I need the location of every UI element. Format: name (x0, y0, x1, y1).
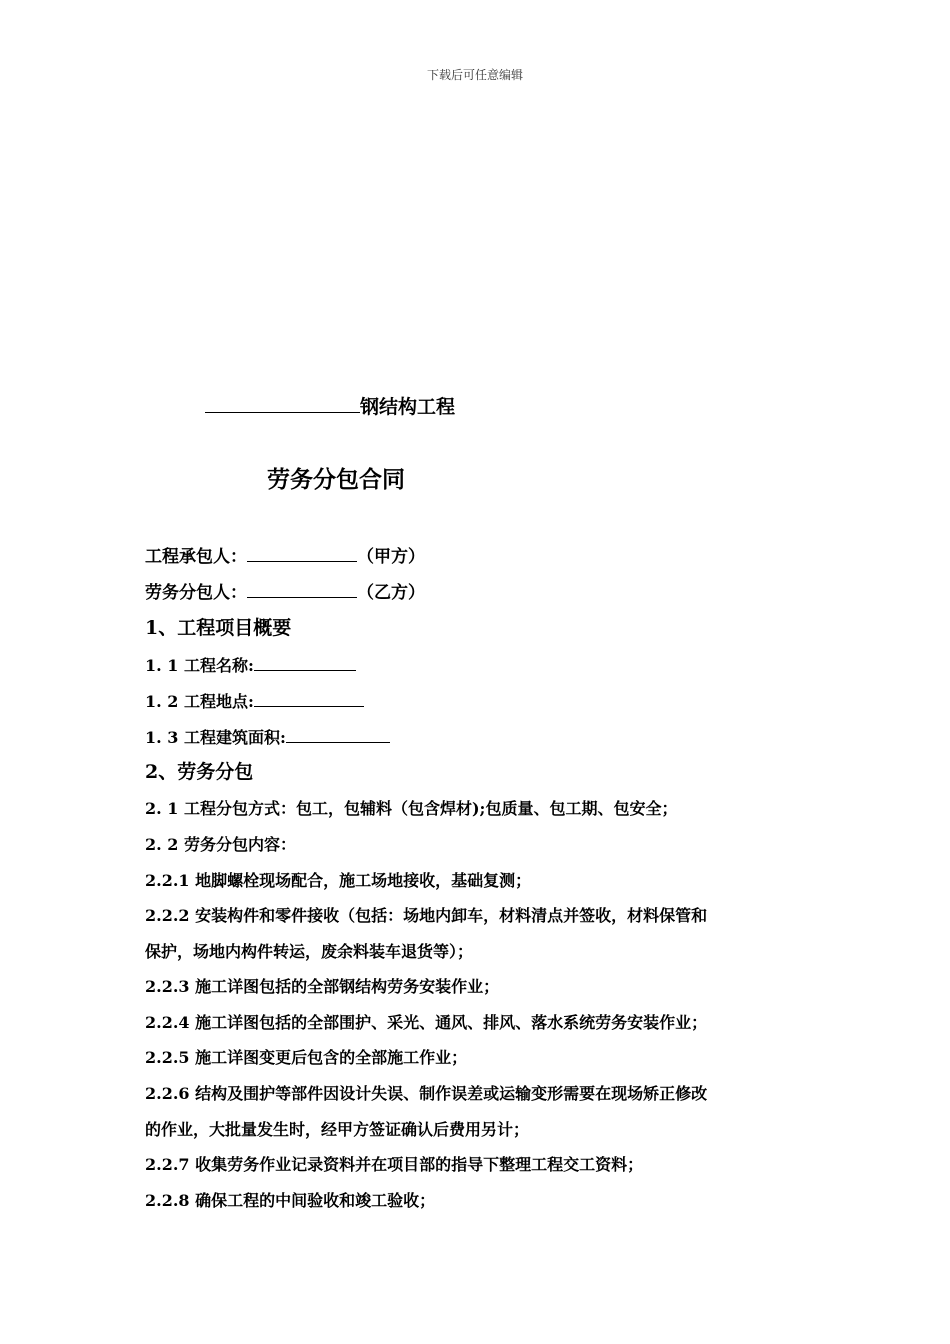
project-title (205, 395, 455, 419)
subcontractor-blank[interactable] (247, 582, 357, 598)
header-note: 下载后可任意编辑 (426, 68, 523, 82)
project-name-line (145, 655, 356, 676)
project-title-suffix: 钢结构工程 (360, 396, 456, 418)
building-area-line (145, 727, 390, 748)
clause-2-2-8: 2.2.8 确保工程的中间验收和竣工验收； (145, 1191, 436, 1210)
contractor-label: 工程承包人： (145, 547, 247, 567)
project-location-label: 1. 2 工程地点: (145, 692, 254, 711)
project-location-line (145, 691, 364, 712)
building-area-field[interactable] (286, 727, 390, 743)
clause-2-2-5: 2.2.5 施工详图变更后包含的全部施工作业； (145, 1048, 468, 1067)
clause-2-2-1: 2.2.1 地脚螺栓现场配合，施工场地接收，基础复测； (145, 871, 532, 890)
contractor-blank[interactable] (247, 546, 357, 562)
contractor-role: （甲方） (357, 547, 425, 567)
subcontractor-role: （乙方） (357, 583, 425, 603)
clause-2-2-3: 2.2.3 施工详图包括的全部钢结构劳务安装作业； (145, 977, 500, 996)
contract-title: 劳务分包合同 (267, 466, 405, 493)
contractor-line (145, 546, 425, 567)
clause-2-2-4: 2.2.4 施工详图包括的全部围护、采光、通风、排风、落水系统劳务安装作业； (145, 1013, 708, 1032)
section2-heading: 2、劳务分包 (145, 761, 254, 783)
clause-2-2-6-line1: 2.2.6 结构及围护等部件因设计失误、制作误差或运输变形需要在现场矫正修改 (145, 1084, 708, 1103)
project-name-field[interactable] (254, 655, 356, 671)
clause-2-2: 2. 2 劳务分包内容： (145, 835, 296, 854)
clause-2-2-7: 2.2.7 收集劳务作业记录资料并在项目部的指导下整理工程交工资料； (145, 1155, 644, 1174)
subcontractor-line (145, 582, 425, 603)
clause-2-2-6-line2: 的作业，大批量发生时，经甲方签证确认后费用另计； (145, 1120, 530, 1139)
subcontractor-label: 劳务分包人： (145, 583, 247, 603)
project-name-blank[interactable] (205, 397, 360, 413)
building-area-label: 1. 3 工程建筑面积: (145, 728, 286, 747)
section1-heading: 1、工程项目概要 (145, 617, 292, 639)
clause-2-2-2-line1: 2.2.2 安装构件和零件接收（包括：场地内卸车，材料清点并签收，材料保管和 (145, 906, 708, 925)
clause-2-2-2-line2: 保护，场地内构件转运，废余料装车退货等）； (145, 942, 474, 961)
project-name-label: 1. 1 工程名称: (145, 656, 254, 675)
project-location-field[interactable] (254, 691, 364, 707)
clause-2-1: 2. 1 工程分包方式：包工，包辅料（包含焊材);包质量、包工期、包安全； (145, 799, 678, 818)
